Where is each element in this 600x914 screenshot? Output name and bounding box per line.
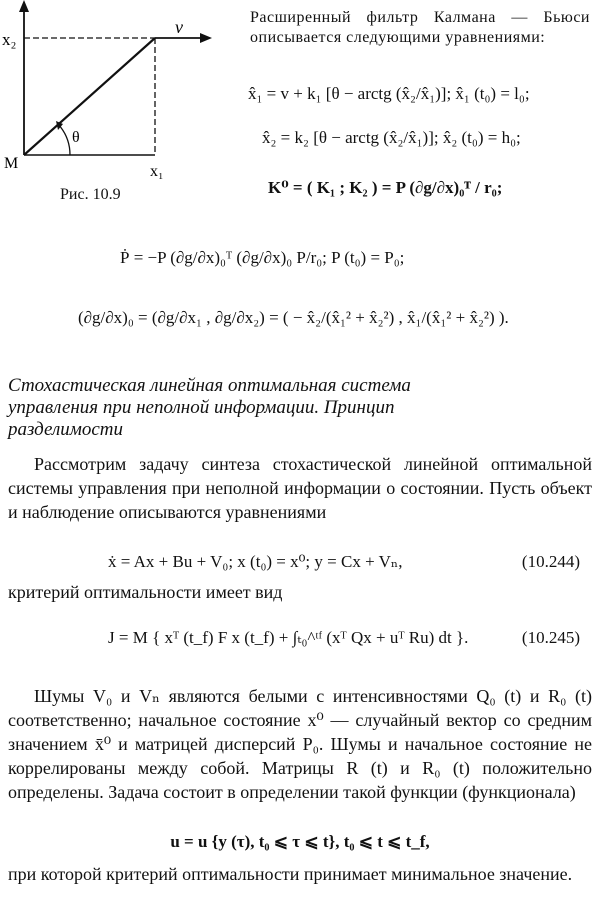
equation-gradient: (∂g/∂x)₀ = (∂g/∂x₁ , ∂g/∂x₂) = ( − x̂₂/(x̂₁² + x̂₂²) , x̂₁/(x̂₁² + x̂₂²) ). — [78, 308, 509, 327]
velocity-label: v — [175, 17, 183, 37]
equation-10-244-number: (10.244) — [521, 552, 580, 571]
equation-x1-hat: x̂₁ = v + k₁ [θ − arctg (x̂₂/x̂₁)]; x̂₁ (t₀) = l₀; — [248, 84, 530, 103]
paragraph-1 — [8, 452, 592, 524]
trajectory-line — [24, 38, 155, 155]
equation-10-244: ẋ = Ax + Bu + V₀; x (t₀) = x⁰; y = Cx + Vₙ, — [108, 552, 403, 571]
equation-k0: K⁰ = ( K₁ ; K₂ ) = P (∂g/∂x)₀ᵀ / r₀; — [268, 178, 503, 197]
equation-10-244-row — [108, 552, 592, 572]
equation-10-245-number: (10.245) — [521, 628, 580, 647]
section-heading: Стохастическая линейная оптимальная система управления при неполной информации. Принцип разделимости — [8, 375, 411, 440]
y-axis-arrow — [19, 0, 29, 12]
paragraph-1-text: Рассмотрим задачу синтеза стохастической линейной оптимальной системы управления при неполной информации о состоянии. Пусть объект и наблюдение описываются уравнениями — [8, 454, 592, 522]
figure-10-9 — [0, 0, 230, 215]
angle-arc — [58, 124, 70, 155]
figure-caption: Рис. 10.9 — [60, 186, 121, 203]
axis-y-label: x₂ — [2, 30, 17, 49]
equation-x2-hat: x̂₂ = k₂ [θ − arctg (x̂₂/x̂₁)]; x̂₂ (t₀) = h₀; — [262, 128, 521, 147]
intro-text: Расширенный фильтр Калмана — Бьюси описывается следующими уравнениями: — [250, 9, 590, 46]
equation-p-dot: Ṗ = −P (∂g/∂x)₀ᵀ (∂g/∂x)₀ P/r₀; P (t₀) = P₀; — [120, 248, 405, 267]
equation-10-245: J = M { xᵀ (t_f) F x (t_f) + ∫ₜ₀^ᵗᶠ (xᵀ Qx + uᵀ Ru) dt }. — [108, 628, 469, 647]
paragraph-2-text: Шумы V₀ и Vₙ являются белыми с интенсивностями Q₀ (t) и R₀ (t) соответственно; начальное состояние x⁰ — случайный вектор со средним значением x̄⁰ и матрицей дисперсий P₀. Шумы и начальное состояние не коррелированы между собой. Матрицы R (t) и R₀ (t) положительно определены. Задача состоит в определении такой функции (функционала) — [8, 686, 592, 802]
equation-10-245-row — [108, 628, 592, 648]
velocity-arrow — [200, 33, 212, 43]
equation-u: u = u {y (τ), t₀ ⩽ τ ⩽ t}, t₀ ⩽ t ⩽ t_f, — [170, 832, 430, 851]
paragraph-2 — [8, 684, 592, 804]
origin-label: M — [4, 155, 19, 172]
angle-label: θ — [72, 129, 80, 146]
axis-x-label: x₁ — [150, 163, 164, 180]
criterion-line: критерий оптимальности имеет вид — [8, 582, 283, 602]
paragraph-3: при которой критерий оптимальности принимает минимальное значение. — [8, 864, 573, 884]
